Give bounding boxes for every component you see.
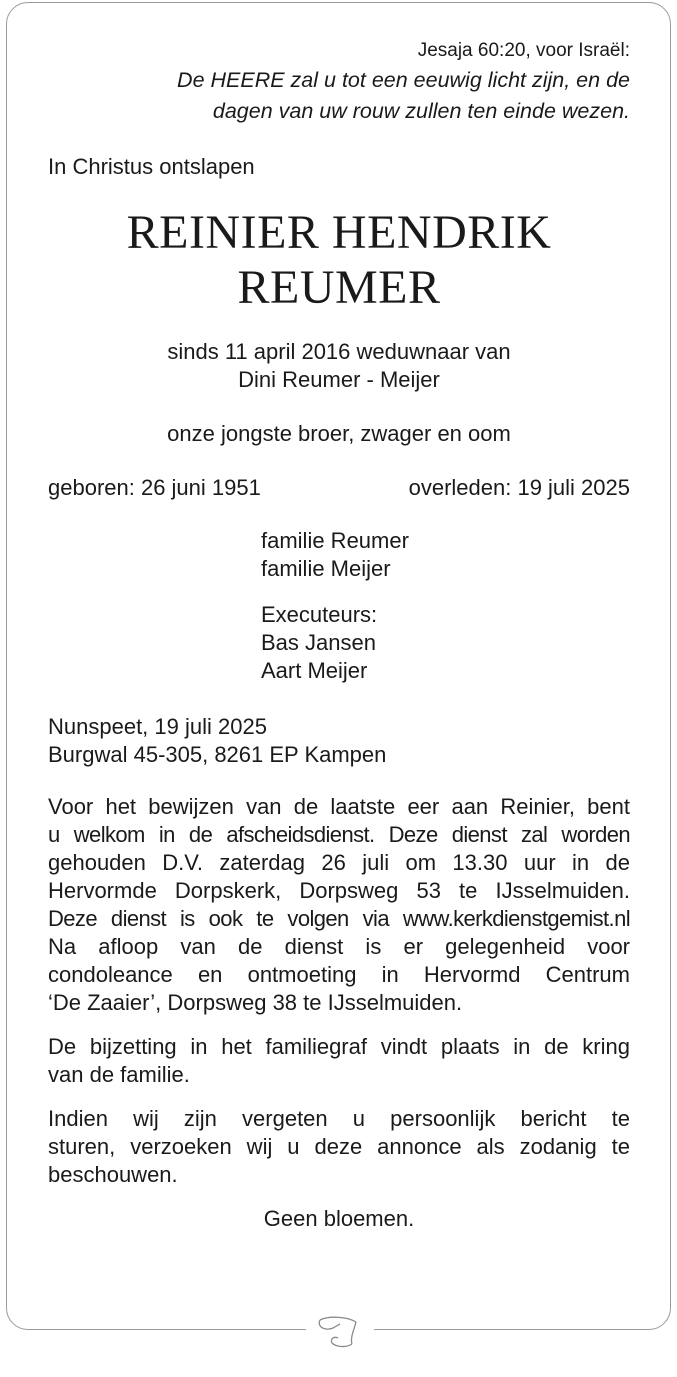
death-date: overleden: 19 juli 2025 — [408, 475, 630, 500]
service-line: Hervormde Dorpskerk, Dorpsweg 53 te IJsselmuiden. — [48, 878, 630, 903]
birth-date: geboren: 26 juni 1951 — [48, 475, 261, 500]
service-line: Na afloop van de dienst is er gelegenheid voor — [48, 934, 630, 959]
widower-line: Dini Reumer - Meijer — [238, 367, 440, 392]
service-line: condoleance en ontmoeting in Hervormd Centrum — [48, 962, 630, 987]
burial-paragraph — [48, 1033, 630, 1089]
verse-quote-line: dagen van uw rouw zullen ten einde wezen. — [212, 99, 630, 123]
service-line: Voor het bewijzen van de laatste eer aan Reinier, bent — [48, 794, 630, 819]
family-item: familie Meijer — [261, 556, 391, 581]
place-and-address — [48, 713, 630, 769]
executor-name: Bas Jansen — [261, 630, 376, 655]
life-dates — [48, 474, 630, 502]
obituary-text — [48, 36, 630, 1233]
executors-list — [261, 601, 630, 685]
notice-line: Indien wij zijn vergeten u persoonlijk bericht te — [48, 1106, 630, 1131]
verse-quote — [48, 65, 630, 127]
bible-verse — [48, 36, 630, 127]
service-line: Deze dienst is ook te volgen via www.kerkdienstgemist.nl — [48, 906, 630, 931]
widower-line: sinds 11 april 2016 weduwnaar van — [167, 339, 511, 364]
closing-note: Geen bloemen. — [263, 1206, 415, 1231]
notice-paragraph — [48, 1105, 630, 1189]
deceased-name-line: REINIER HENDRIK — [126, 206, 552, 259]
relation-text: onze jongste broer, zwager en oom — [167, 421, 511, 446]
executors-heading: Executeurs: — [261, 602, 378, 627]
service-line: ‘De Zaaier’, Dorpsweg 38 te IJsselmuiden. — [48, 990, 463, 1015]
service-line: u welkom in de afscheidsdienst. Deze dienst zal worden — [48, 822, 630, 847]
burial-line: van de familie. — [48, 1062, 190, 1087]
address-line: Burgwal 45-305, 8261 EP Kampen — [48, 742, 387, 767]
service-paragraph — [48, 793, 630, 1017]
place-date-line: Nunspeet, 19 juli 2025 — [48, 714, 267, 739]
deceased-name — [48, 205, 630, 315]
verse-quote-line: De HEERE zal u tot een eeuwig licht zijn, en de — [177, 68, 630, 92]
intro-text: In Christus ontslapen — [48, 154, 255, 179]
verse-reference: Jesaja 60:20, voor Israël: — [417, 40, 630, 61]
family-list — [261, 527, 630, 583]
widower-note — [48, 338, 630, 394]
scroll-ornament-icon — [306, 1308, 374, 1352]
notice-line: beschouwen. — [48, 1162, 178, 1187]
family-item: familie Reumer — [261, 528, 409, 553]
burial-line: De bijzetting in het familiegraf vindt plaats in de kring — [48, 1034, 630, 1059]
notice-line: sturen, verzoeken wij u deze annonce als zodanig te — [48, 1134, 630, 1159]
deceased-name-line: REUMER — [237, 261, 441, 314]
executor-name: Aart Meijer — [261, 658, 368, 683]
service-line: gehouden D.V. zaterdag 26 juli om 13.30 uur in de — [48, 850, 630, 875]
